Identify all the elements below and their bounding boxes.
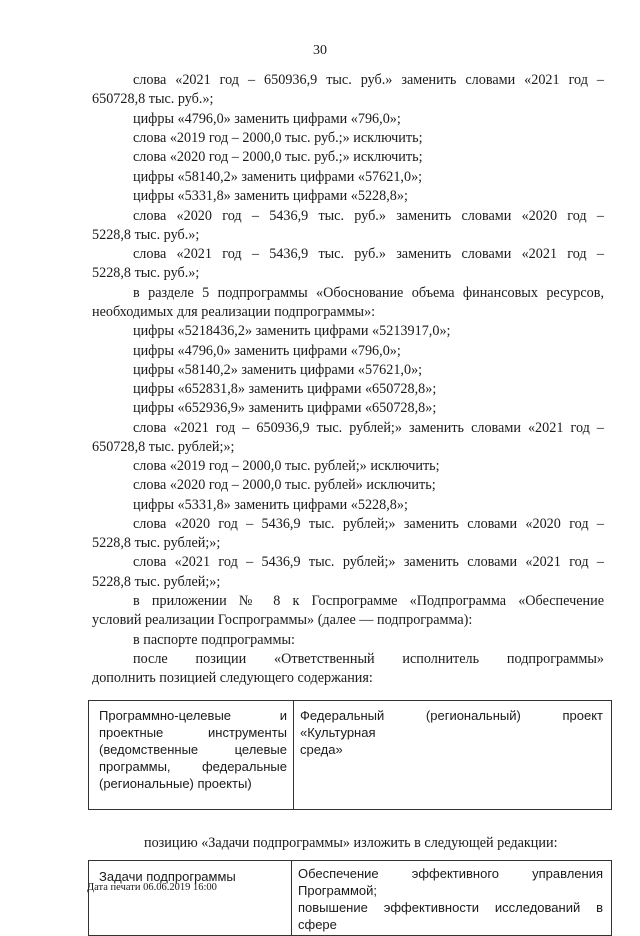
cell-line: повышение эффективности исследований в сфере: [298, 900, 603, 932]
body-line: цифры «4796,0» заменить цифрами «796,0»;: [133, 343, 401, 359]
body-line: после позиции «Ответственный исполнитель подпрограммы»: [133, 651, 604, 667]
body-line: слова «2020 год – 2000,0 тыс. рублей» исключить;: [133, 477, 436, 493]
body-line: цифры «58140,2» заменить цифрами «57621,0»;: [133, 362, 423, 378]
body-line: 5228,8 тыс. руб.»;: [92, 265, 200, 281]
body-line: 650728,8 тыс. руб.»;: [92, 91, 214, 107]
body-line: 5228,8 тыс. рублей;»;: [92, 535, 221, 551]
cell-line: Обеспечение эффективного управления: [298, 866, 603, 881]
body-line: слова «2020 год – 2000,0 тыс. руб.;» исключить;: [133, 149, 423, 165]
cell-line: Программой;: [298, 883, 377, 898]
tasks-label-cell: [89, 861, 292, 936]
cell-line: (региональные) проекты): [99, 776, 252, 791]
body-line: цифры «5218436,2» заменить цифрами «5213917,0»;: [133, 323, 451, 339]
cell-line: Задачи подпрограммы: [99, 869, 236, 884]
body-line: слова «2021 год – 5436,9 тыс. руб.» заменить словами «2021 год –: [133, 246, 604, 262]
body-line: условий реализации Госпрограммы» (далее — подпрограмма):: [92, 612, 473, 628]
passport-table-tasks: [88, 860, 612, 936]
instruments-value-cell: [294, 701, 612, 810]
body-line: 5228,8 тыс. руб.»;: [92, 227, 200, 243]
body-line: слова «2020 год – 5436,9 тыс. руб.» заменить словами «2020 год –: [133, 208, 604, 224]
body-line: цифры «5331,8» заменить цифрами «5228,8»;: [133, 188, 408, 204]
cell-line: Программно-целевые и: [99, 708, 287, 723]
body-line: 5228,8 тыс. рублей;»;: [92, 574, 221, 590]
instruments-label-cell: [89, 701, 294, 810]
tasks-value-cell: [292, 861, 612, 936]
page-number: 30: [313, 43, 327, 58]
body-line: цифры «4796,0» заменить цифрами «796,0»;: [133, 111, 401, 127]
body-line: необходимых для реализации подпрограммы»:: [92, 304, 376, 320]
cell-line: программы, федеральные: [99, 759, 287, 774]
body-line: слова «2019 год – 2000,0 тыс. руб.;» исключить;: [133, 130, 423, 146]
body-line: слова «2020 год – 5436,9 тыс. рублей;» заменить словами «2020 год –: [133, 516, 604, 532]
body-line: цифры «652936,9» заменить цифрами «650728,8»;: [133, 400, 437, 416]
body-line: цифры «58140,2» заменить цифрами «57621,0»;: [133, 169, 423, 185]
body-line: в паспорте подпрограммы:: [133, 632, 295, 648]
body-line: 650728,8 тыс. рублей;»;: [92, 439, 235, 455]
body-line: слова «2021 год – 650936,9 тыс. руб.» заменить словами «2021 год –: [133, 72, 604, 88]
print-date: Дата печати 06.06.2019 16:00: [87, 882, 217, 893]
body-line: дополнить позицией следующего содержания:: [92, 670, 373, 686]
body-line: в разделе 5 подпрограммы «Обоснование объема финансовых ресурсов,: [133, 285, 604, 301]
body-line: в приложении № 8 к Госпрограмме «Подпрограмма «Обеспечение: [133, 593, 604, 609]
body-line: цифры «5331,8» заменить цифрами «5228,8»;: [133, 497, 408, 513]
cell-line: среда»: [300, 742, 343, 757]
body-line: слова «2019 год – 2000,0 тыс. рублей;» исключить;: [133, 458, 440, 474]
body-line: слова «2021 год – 5436,9 тыс. рублей;» заменить словами «2021 год –: [133, 554, 604, 570]
body-line: позицию «Задачи подпрограммы» изложить в следующей редакции:: [144, 835, 558, 851]
passport-table-instruments: [88, 700, 612, 810]
cell-line: Федеральный (региональный) проект «Культурная: [300, 708, 603, 740]
body-line: цифры «652831,8» заменить цифрами «650728,8»;: [133, 381, 437, 397]
body-line: слова «2021 год – 650936,9 тыс. рублей;» заменить словами «2021 год –: [133, 420, 604, 436]
cell-line: проектные инструменты: [99, 725, 287, 740]
cell-line: (ведомственные целевые: [99, 742, 287, 757]
